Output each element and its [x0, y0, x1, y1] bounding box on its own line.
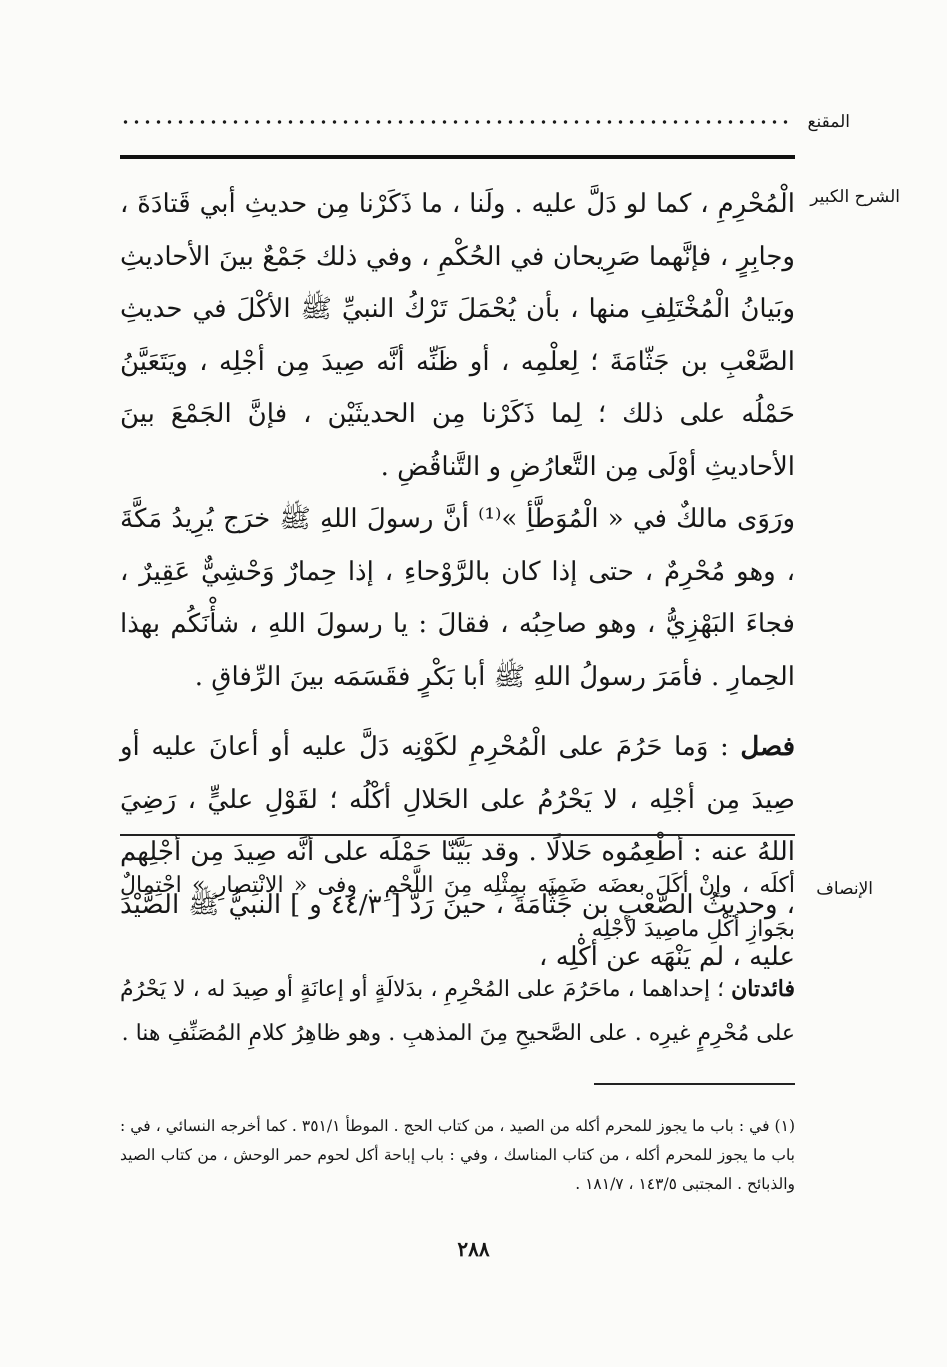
- header-dotted-line: [120, 117, 792, 127]
- faidatan-heading: فائدتان: [731, 976, 795, 1002]
- section-divider: [120, 834, 795, 836]
- fasl-body: : وَما حَرُمَ على الْمُحْرِمِ لكَوْنِه دَلَّ عليه أو أعانَ عليه أو صِيدَ مِن أجْلِه ، لا يَحْرُمُ على الحَلالِ أكْلُه ؛ لقَوْلِ عليٍّ ، رَضِيَ اللهُ عنه : أطْعِمُوه حَلالًا . وقد بَيَّنّا حَمْلَه على أنَّه صِيدَ مِن أجْلِهم ، وحديثُ الصَّعْبِ بن جَثّامَةَ ، حينَ رَدَّ [ ٤٤/٣ و ] النبيُّ ﷺ الصَّيْدَ عليه ، لم يَنْهَه عن أكْلِه ،: [120, 732, 796, 972]
- main-paragraph-2: ورَوَى مالكٌ في « الْمُوَطَّأِ »⁽¹⁾ أنَّ رسولَ اللهِ ﷺ خرَج يُرِيدُ مَكَّةَ ، وهو مُحْرِمٌ ، حتى إذا كان بالرَّوْحاءِ ، إذا حِمارٌ وَحْشِيٌّ عَقِيرٌ ، فجاءَ البَهْزِيُّ ، وهو صاحِبُه ، فقالَ : يا رسولَ اللهِ ، شأْنَكُم بهذا الحِمارِ . فأمَرَ رسولُ اللهِ ﷺ أبا بَكْرٍ فقَسَمَه بينَ الرِّفاقِ .: [120, 504, 795, 692]
- running-title: المقنع: [807, 112, 850, 132]
- page-number: ٢٨٨: [457, 1237, 490, 1261]
- header-rule: [120, 155, 795, 159]
- main-text-block: [120, 178, 795, 984]
- footnote-rule: [594, 1083, 795, 1085]
- sharh-section-label: الشرح الكبير: [810, 187, 900, 207]
- fasl-heading: فصل: [740, 732, 795, 762]
- footnote-text: (١) في : باب ما يجوز للمحرم أكله من الصيد ، من كتاب الحج . الموطأ ٣٥١/١ . كما أخرجه النسائي ، في : باب ما يجوز للمحرم أكله ، من كتاب المناسك ، وفي : باب إباحة أكل لحوم حمر الوحش ، من كتاب الصيد والذبائح . المجتبى ١٤٣/٥ ، ١٨١/٧ .: [120, 1117, 795, 1193]
- insaf-paragraph-1: أكلَه ، وإنْ أكَلَ بعضَه ضَمِنَه بمِثْلِه مِنَ اللَّحْمِ . وفى « الانْتِصارِ » احْتِمالٌ بجَوازِ أكْلِ ماصِيدَ لأجْلِه .: [120, 873, 795, 942]
- main-paragraph-1: الْمُحْرِمِ ، كما لو دَلَّ عليه . ولَنا ، ما ذَكَرْنا مِن حديثِ أبي قَتادَةَ ، وجابِرٍ ، فإنَّهما صَرِيحان في الحُكْمِ ، وفي ذلك جَمْعٌ بينَ الأحاديثِ وبَيانُ الْمُخْتَلِفِ منها ، بأن يُحْمَلَ تَرْكُ النبيِّ ﷺ الأكْلَ في حديثِ الصَّعْبِ بن جَثّامَةَ ؛ لِعلْمِه ، أو ظَنِّه أنَّه صِيدَ مِن أجْلِه ، ويَتَعَيَّنُ حَمْلُه على ذلك ؛ لِما ذَكَرْنا مِن الحديثَيْن ، فإنَّ الجَمْعَ بينَ الأحاديثِ أوْلَى مِن التَّعارُضِ و التَّناقُضِ .: [120, 189, 795, 482]
- insaf-section-label: الإنصاف: [816, 879, 873, 899]
- insaf-paragraph-2: [120, 967, 795, 1056]
- faidatan-body: ؛ إحداهما ، ماحَرُمَ على المُحْرِمِ ، بدَلالَةٍ أو إعانَةٍ أو صِيدَ له ، لا يَحْرُمُ على مُحْرِمٍ غيرِه . على الصَّحيحِ مِنَ المذهبِ . وهو ظاهِرُ كلامِ المُصَنِّفِ هنا .: [120, 977, 795, 1046]
- footnote: [120, 1112, 795, 1199]
- insaf-text-block: [120, 864, 795, 1056]
